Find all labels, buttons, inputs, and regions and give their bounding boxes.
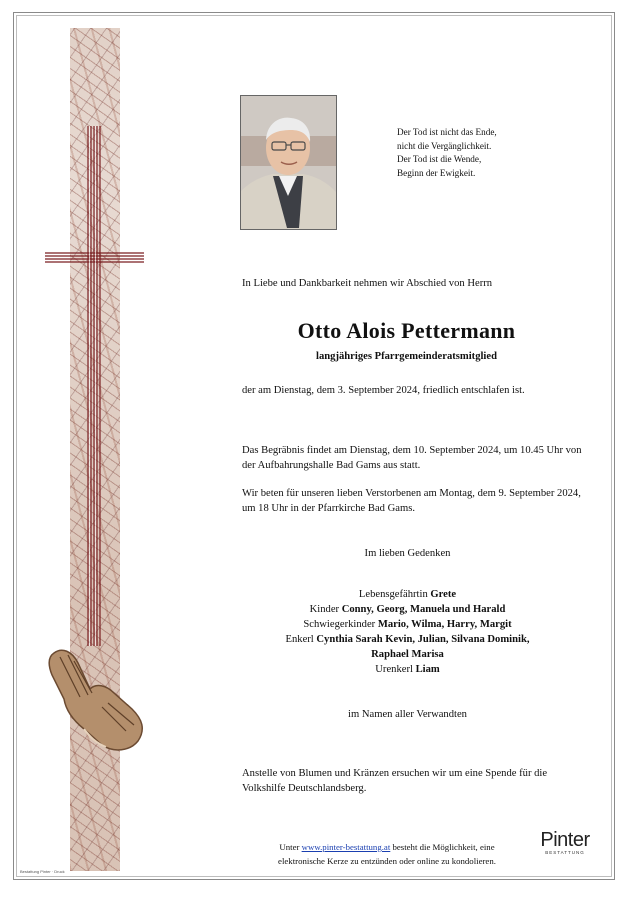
- donation-text: Anstelle von Blumen und Kränzen ersuchen wir um eine Spende für die Volkshilfe Deutschlandsberg.: [242, 768, 548, 794]
- family-partner: Lebensgefährtin Grete: [358, 589, 457, 600]
- family-children: Kinder Conny, Georg, Manuela und Harald: [309, 604, 506, 615]
- poem-line: Beginn der Ewigkeit.: [397, 167, 476, 178]
- prayer-text: Wir beten für unseren lieben Verstorbenen am Montag, dem 9. September 2024, um 18 Uhr in der Pfarrkirche Bad Gams.: [242, 488, 581, 514]
- praying-hands-icon: [44, 645, 149, 755]
- death-text: der am Dienstag, dem 3. September 2024, friedlich entschlafen ist.: [242, 385, 525, 396]
- poem-line: Der Tod ist die Wende,: [397, 154, 482, 165]
- portrait-photo: [240, 95, 337, 230]
- footer-note: Unter www.pinter-bestattung.at besteht die Möglichkeit, eine elektronische Kerze zu entzünden oder online zu kondolieren.: [278, 842, 496, 866]
- relatives-text: im Namen aller Verwandten: [348, 709, 467, 720]
- deceased-title: langjähriges Pfarrgemeinderatsmitglied: [316, 351, 497, 362]
- family-greatgrand: Urenkerl Liam: [375, 664, 440, 675]
- funeral-text: Das Begräbnis findet am Dienstag, dem 10. September 2024, um 10.45 Uhr von der Aufbahrungshalle Bad Gams aus statt.: [242, 445, 582, 471]
- family-inlaws: Schwiegerkinder Mario, Wilma, Harry, Margit: [303, 619, 512, 630]
- cross-icon: [45, 126, 145, 646]
- intro-text: In Liebe und Dankbarkeit nehmen wir Abschied von Herrn: [242, 278, 493, 289]
- print-note: Bestattung Pinter · Druck: [20, 869, 65, 874]
- family-list: [240, 587, 575, 677]
- pinter-logo: Pinter BESTATTUNG: [540, 829, 590, 855]
- deceased-name: Otto Alois Pettermann: [297, 318, 516, 343]
- poem-line: Der Tod ist nicht das Ende,: [397, 127, 497, 137]
- poem-line: nicht die Vergänglichkeit.: [397, 140, 492, 151]
- family-grandchildren-cont: Raphael Marisa: [371, 649, 444, 660]
- memory-text: Im lieben Gedenken: [364, 548, 451, 559]
- poem: [397, 126, 497, 180]
- family-grandchildren: Enkerl Cynthia Sarah Kevin, Julian, Silvana Dominik,: [285, 634, 530, 645]
- website-link[interactable]: www.pinter-bestattung.at: [301, 842, 391, 852]
